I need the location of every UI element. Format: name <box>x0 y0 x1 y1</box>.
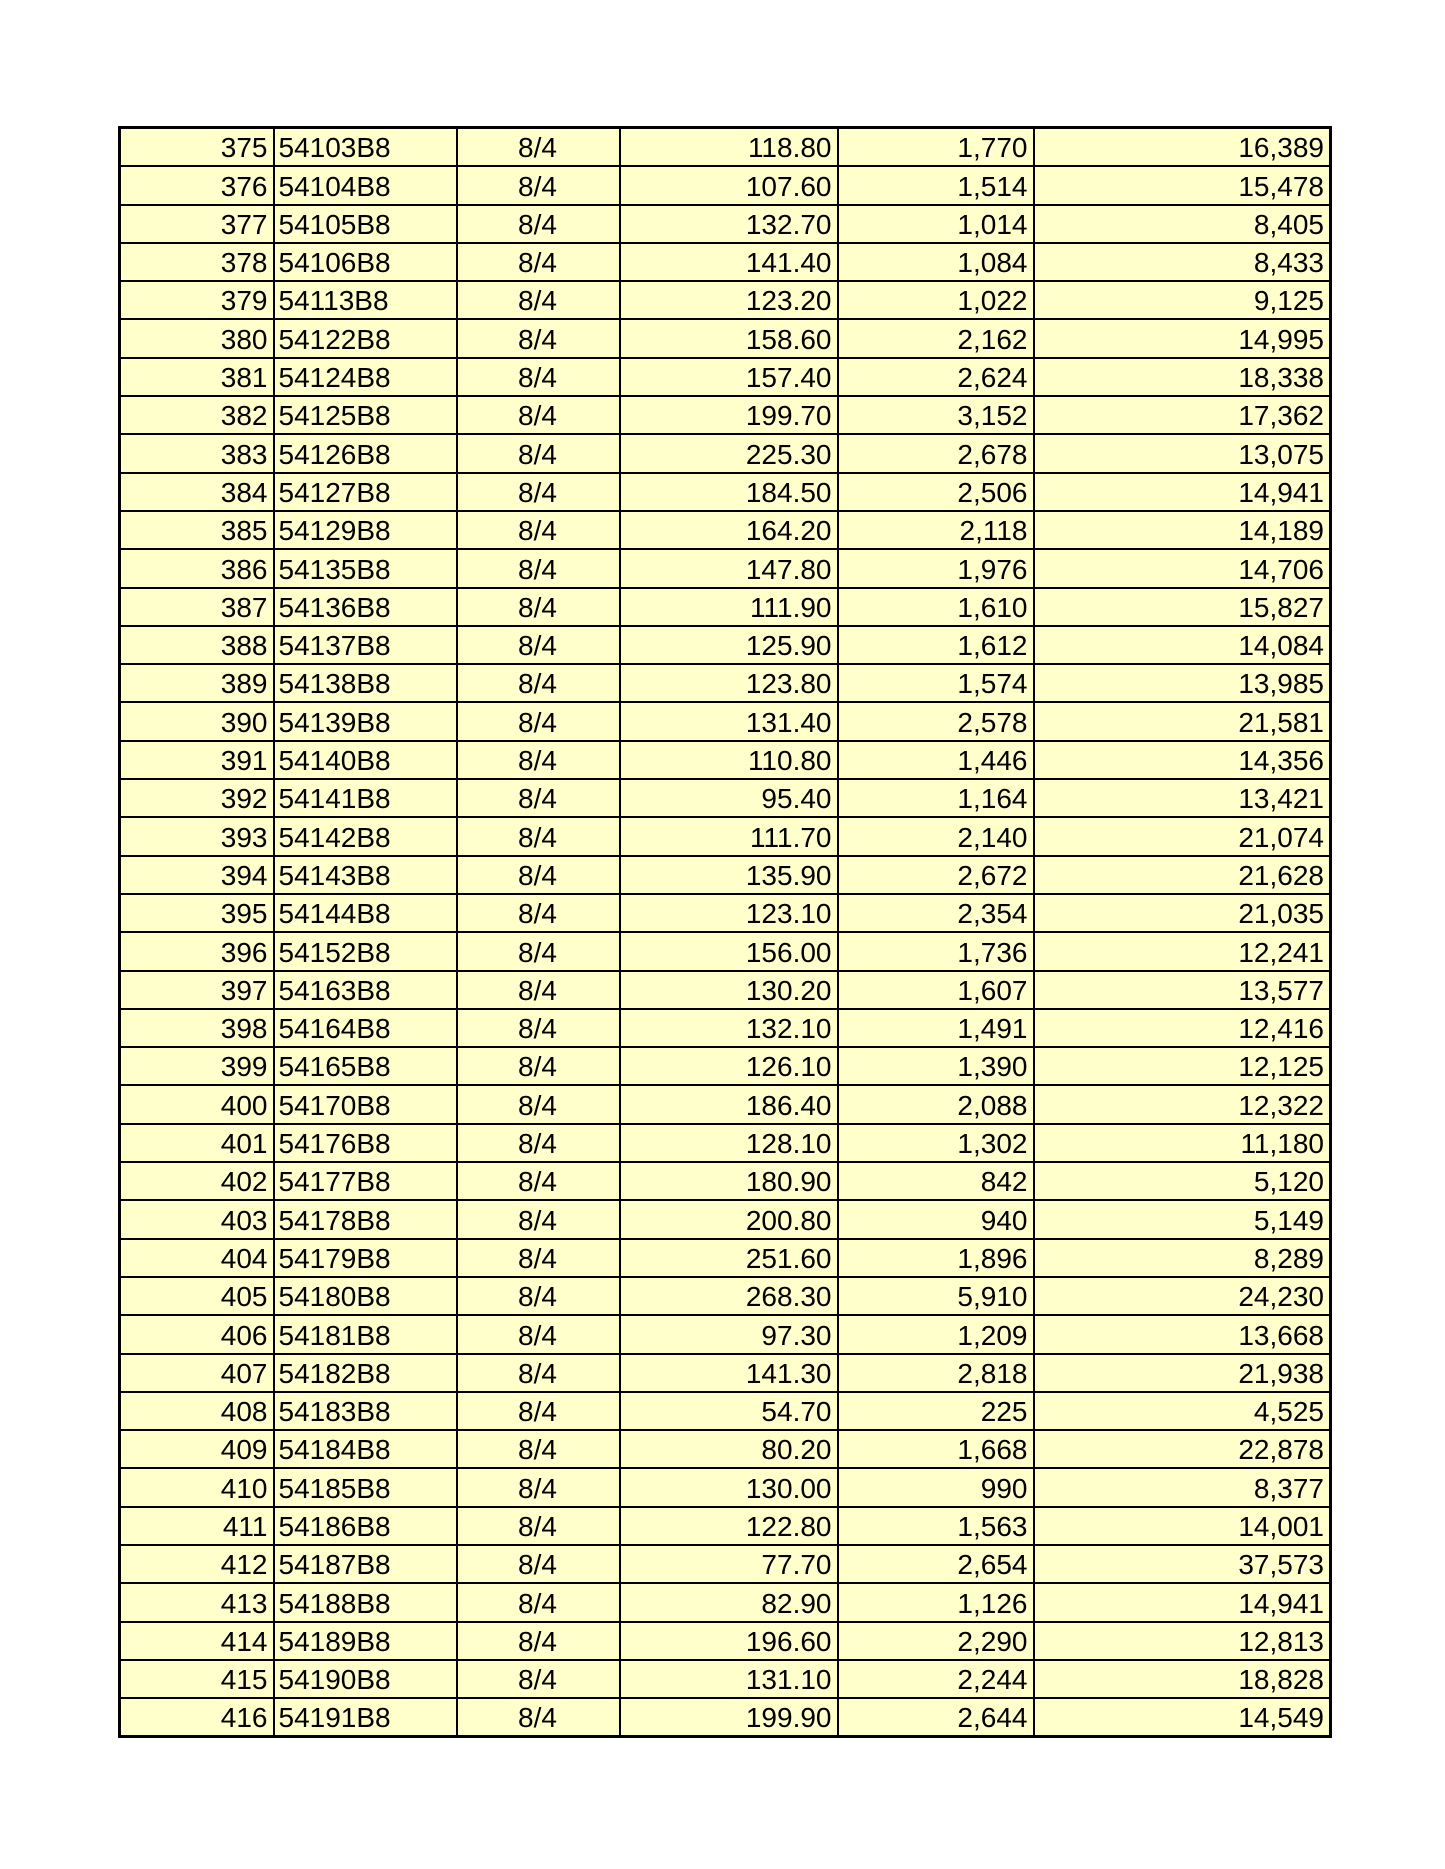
thickness-cell: 8/4 <box>457 1162 620 1200</box>
value-3-cell: 21,938 <box>1034 1354 1331 1392</box>
value-3-cell: 14,941 <box>1034 1583 1331 1621</box>
row-number-cell: 408 <box>120 1392 274 1430</box>
value-2-cell: 842 <box>838 1162 1034 1200</box>
thickness-cell: 8/4 <box>457 664 620 702</box>
value-2-cell: 2,506 <box>838 473 1034 511</box>
table-row <box>120 1622 1331 1660</box>
row-number-cell: 411 <box>120 1507 274 1545</box>
row-number-cell: 376 <box>120 166 274 204</box>
item-code-cell: 54141B8 <box>274 779 457 817</box>
table-row <box>120 1583 1331 1621</box>
item-code-cell: 54129B8 <box>274 511 457 549</box>
value-3-cell: 21,035 <box>1034 894 1331 932</box>
thickness-cell: 8/4 <box>457 358 620 396</box>
row-number-cell: 415 <box>120 1660 274 1698</box>
value-2-cell: 1,164 <box>838 779 1034 817</box>
thickness-cell: 8/4 <box>457 1085 620 1123</box>
value-3-cell: 15,827 <box>1034 588 1331 626</box>
table-row <box>120 856 1331 894</box>
thickness-cell: 8/4 <box>457 1545 620 1583</box>
item-code-cell: 54183B8 <box>274 1392 457 1430</box>
item-code-cell: 54179B8 <box>274 1239 457 1277</box>
table-row <box>120 1124 1331 1162</box>
value-3-cell: 8,377 <box>1034 1468 1331 1506</box>
item-code-cell: 54137B8 <box>274 626 457 664</box>
value-1-cell: 128.10 <box>620 1124 838 1162</box>
value-3-cell: 24,230 <box>1034 1277 1331 1315</box>
thickness-cell: 8/4 <box>457 243 620 281</box>
value-1-cell: 132.10 <box>620 1009 838 1047</box>
item-code-cell: 54105B8 <box>274 205 457 243</box>
value-2-cell: 1,446 <box>838 741 1034 779</box>
row-number-cell: 390 <box>120 702 274 740</box>
thickness-cell: 8/4 <box>457 1392 620 1430</box>
thickness-cell: 8/4 <box>457 1047 620 1085</box>
table-row <box>120 971 1331 1009</box>
value-3-cell: 13,577 <box>1034 971 1331 1009</box>
thickness-cell: 8/4 <box>457 932 620 970</box>
item-code-cell: 54138B8 <box>274 664 457 702</box>
value-1-cell: 199.90 <box>620 1698 838 1737</box>
table-row <box>120 932 1331 970</box>
value-3-cell: 8,289 <box>1034 1239 1331 1277</box>
row-number-cell: 409 <box>120 1430 274 1468</box>
thickness-cell: 8/4 <box>457 473 620 511</box>
value-2-cell: 1,491 <box>838 1009 1034 1047</box>
value-3-cell: 37,573 <box>1034 1545 1331 1583</box>
table-row <box>120 166 1331 204</box>
thickness-cell: 8/4 <box>457 281 620 319</box>
value-3-cell: 12,125 <box>1034 1047 1331 1085</box>
table-row <box>120 1698 1331 1737</box>
value-1-cell: 130.20 <box>620 971 838 1009</box>
table-row <box>120 511 1331 549</box>
item-code-cell: 54127B8 <box>274 473 457 511</box>
value-2-cell: 2,162 <box>838 319 1034 357</box>
table-row <box>120 243 1331 281</box>
value-3-cell: 21,581 <box>1034 702 1331 740</box>
row-number-cell: 410 <box>120 1468 274 1506</box>
value-2-cell: 1,126 <box>838 1583 1034 1621</box>
value-2-cell: 2,678 <box>838 434 1034 472</box>
item-code-cell: 54122B8 <box>274 319 457 357</box>
value-1-cell: 131.10 <box>620 1660 838 1698</box>
value-2-cell: 2,644 <box>838 1698 1034 1737</box>
value-1-cell: 225.30 <box>620 434 838 472</box>
thickness-cell: 8/4 <box>457 1277 620 1315</box>
item-code-cell: 54190B8 <box>274 1660 457 1698</box>
value-3-cell: 11,180 <box>1034 1124 1331 1162</box>
table-row <box>120 626 1331 664</box>
value-3-cell: 12,416 <box>1034 1009 1331 1047</box>
value-2-cell: 1,612 <box>838 626 1034 664</box>
thickness-cell: 8/4 <box>457 779 620 817</box>
item-code-cell: 54186B8 <box>274 1507 457 1545</box>
item-code-cell: 54113B8 <box>274 281 457 319</box>
thickness-cell: 8/4 <box>457 396 620 434</box>
value-3-cell: 8,433 <box>1034 243 1331 281</box>
item-code-cell: 54165B8 <box>274 1047 457 1085</box>
row-number-cell: 403 <box>120 1200 274 1238</box>
value-2-cell: 1,563 <box>838 1507 1034 1545</box>
value-1-cell: 125.90 <box>620 626 838 664</box>
row-number-cell: 391 <box>120 741 274 779</box>
value-1-cell: 157.40 <box>620 358 838 396</box>
item-code-cell: 54181B8 <box>274 1315 457 1353</box>
row-number-cell: 414 <box>120 1622 274 1660</box>
value-2-cell: 1,668 <box>838 1430 1034 1468</box>
row-number-cell: 401 <box>120 1124 274 1162</box>
row-number-cell: 383 <box>120 434 274 472</box>
thickness-cell: 8/4 <box>457 1315 620 1353</box>
value-1-cell: 77.70 <box>620 1545 838 1583</box>
value-3-cell: 18,828 <box>1034 1660 1331 1698</box>
value-2-cell: 225 <box>838 1392 1034 1430</box>
value-1-cell: 107.60 <box>620 166 838 204</box>
item-code-cell: 54106B8 <box>274 243 457 281</box>
thickness-cell: 8/4 <box>457 1507 620 1545</box>
item-code-cell: 54182B8 <box>274 1354 457 1392</box>
value-1-cell: 156.00 <box>620 932 838 970</box>
value-1-cell: 184.50 <box>620 473 838 511</box>
thickness-cell: 8/4 <box>457 1354 620 1392</box>
value-2-cell: 2,654 <box>838 1545 1034 1583</box>
thickness-cell: 8/4 <box>457 205 620 243</box>
row-number-cell: 384 <box>120 473 274 511</box>
thickness-cell: 8/4 <box>457 1430 620 1468</box>
thickness-cell: 8/4 <box>457 1009 620 1047</box>
value-2-cell: 1,736 <box>838 932 1034 970</box>
row-number-cell: 399 <box>120 1047 274 1085</box>
value-3-cell: 13,075 <box>1034 434 1331 472</box>
item-code-cell: 54164B8 <box>274 1009 457 1047</box>
value-3-cell: 14,941 <box>1034 473 1331 511</box>
thickness-cell: 8/4 <box>457 319 620 357</box>
value-1-cell: 111.90 <box>620 588 838 626</box>
row-number-cell: 416 <box>120 1698 274 1737</box>
table-row <box>120 1162 1331 1200</box>
table-row <box>120 1239 1331 1277</box>
table-row <box>120 1392 1331 1430</box>
row-number-cell: 392 <box>120 779 274 817</box>
row-number-cell: 398 <box>120 1009 274 1047</box>
value-3-cell: 12,241 <box>1034 932 1331 970</box>
table-row <box>120 1200 1331 1238</box>
row-number-cell: 394 <box>120 856 274 894</box>
table-row <box>120 1009 1331 1047</box>
thickness-cell: 8/4 <box>457 549 620 587</box>
table-row <box>120 588 1331 626</box>
value-1-cell: 141.40 <box>620 243 838 281</box>
thickness-cell: 8/4 <box>457 856 620 894</box>
thickness-cell: 8/4 <box>457 166 620 204</box>
thickness-cell: 8/4 <box>457 1660 620 1698</box>
thickness-cell: 8/4 <box>457 128 620 167</box>
value-1-cell: 180.90 <box>620 1162 838 1200</box>
value-2-cell: 2,118 <box>838 511 1034 549</box>
value-1-cell: 111.70 <box>620 817 838 855</box>
row-number-cell: 389 <box>120 664 274 702</box>
value-1-cell: 80.20 <box>620 1430 838 1468</box>
table-row <box>120 1085 1331 1123</box>
item-code-cell: 54188B8 <box>274 1583 457 1621</box>
row-number-cell: 377 <box>120 205 274 243</box>
value-2-cell: 1,770 <box>838 128 1034 167</box>
value-3-cell: 14,706 <box>1034 549 1331 587</box>
row-number-cell: 396 <box>120 932 274 970</box>
table-row <box>120 741 1331 779</box>
row-number-cell: 380 <box>120 319 274 357</box>
value-3-cell: 22,878 <box>1034 1430 1331 1468</box>
table-row <box>120 434 1331 472</box>
value-3-cell: 16,389 <box>1034 128 1331 167</box>
row-number-cell: 378 <box>120 243 274 281</box>
value-3-cell: 12,322 <box>1034 1085 1331 1123</box>
value-1-cell: 158.60 <box>620 319 838 357</box>
table-row <box>120 702 1331 740</box>
value-3-cell: 14,001 <box>1034 1507 1331 1545</box>
value-1-cell: 54.70 <box>620 1392 838 1430</box>
item-code-cell: 54136B8 <box>274 588 457 626</box>
table-row <box>120 664 1331 702</box>
value-2-cell: 5,910 <box>838 1277 1034 1315</box>
item-code-cell: 54187B8 <box>274 1545 457 1583</box>
thickness-cell: 8/4 <box>457 702 620 740</box>
value-3-cell: 21,074 <box>1034 817 1331 855</box>
value-2-cell: 1,976 <box>838 549 1034 587</box>
row-number-cell: 400 <box>120 1085 274 1123</box>
item-code-cell: 54189B8 <box>274 1622 457 1660</box>
item-code-cell: 54126B8 <box>274 434 457 472</box>
thickness-cell: 8/4 <box>457 626 620 664</box>
item-code-cell: 54143B8 <box>274 856 457 894</box>
value-2-cell: 2,578 <box>838 702 1034 740</box>
item-code-cell: 54184B8 <box>274 1430 457 1468</box>
table-row <box>120 1660 1331 1698</box>
value-1-cell: 123.80 <box>620 664 838 702</box>
item-code-cell: 54135B8 <box>274 549 457 587</box>
thickness-cell: 8/4 <box>457 894 620 932</box>
row-number-cell: 395 <box>120 894 274 932</box>
table-body <box>120 128 1331 1737</box>
item-code-cell: 54176B8 <box>274 1124 457 1162</box>
value-2-cell: 2,290 <box>838 1622 1034 1660</box>
value-2-cell: 2,140 <box>838 817 1034 855</box>
value-1-cell: 200.80 <box>620 1200 838 1238</box>
item-code-cell: 54125B8 <box>274 396 457 434</box>
item-code-cell: 54163B8 <box>274 971 457 1009</box>
thickness-cell: 8/4 <box>457 1239 620 1277</box>
value-1-cell: 130.00 <box>620 1468 838 1506</box>
value-1-cell: 95.40 <box>620 779 838 817</box>
value-2-cell: 1,209 <box>838 1315 1034 1353</box>
thickness-cell: 8/4 <box>457 1200 620 1238</box>
row-number-cell: 386 <box>120 549 274 587</box>
table-row <box>120 319 1331 357</box>
value-1-cell: 110.80 <box>620 741 838 779</box>
value-2-cell: 1,896 <box>838 1239 1034 1277</box>
row-number-cell: 404 <box>120 1239 274 1277</box>
value-1-cell: 141.30 <box>620 1354 838 1392</box>
item-code-cell: 54104B8 <box>274 166 457 204</box>
value-2-cell: 2,672 <box>838 856 1034 894</box>
value-2-cell: 1,084 <box>838 243 1034 281</box>
value-1-cell: 147.80 <box>620 549 838 587</box>
value-3-cell: 17,362 <box>1034 396 1331 434</box>
table-row <box>120 1354 1331 1392</box>
item-code-cell: 54170B8 <box>274 1085 457 1123</box>
row-number-cell: 406 <box>120 1315 274 1353</box>
table-row <box>120 1468 1331 1506</box>
value-2-cell: 1,607 <box>838 971 1034 1009</box>
value-1-cell: 186.40 <box>620 1085 838 1123</box>
table-row <box>120 779 1331 817</box>
table-row <box>120 549 1331 587</box>
table-row <box>120 205 1331 243</box>
value-1-cell: 135.90 <box>620 856 838 894</box>
value-2-cell: 2,624 <box>838 358 1034 396</box>
item-code-cell: 54144B8 <box>274 894 457 932</box>
row-number-cell: 397 <box>120 971 274 1009</box>
item-code-cell: 54177B8 <box>274 1162 457 1200</box>
value-2-cell: 1,574 <box>838 664 1034 702</box>
table-row <box>120 396 1331 434</box>
item-code-cell: 54103B8 <box>274 128 457 167</box>
row-number-cell: 388 <box>120 626 274 664</box>
item-code-cell: 54191B8 <box>274 1698 457 1737</box>
row-number-cell: 402 <box>120 1162 274 1200</box>
thickness-cell: 8/4 <box>457 511 620 549</box>
table-row <box>120 1315 1331 1353</box>
row-number-cell: 407 <box>120 1354 274 1392</box>
table-row <box>120 1507 1331 1545</box>
value-3-cell: 18,338 <box>1034 358 1331 396</box>
item-code-cell: 54139B8 <box>274 702 457 740</box>
value-1-cell: 123.20 <box>620 281 838 319</box>
value-3-cell: 14,356 <box>1034 741 1331 779</box>
value-3-cell: 14,189 <box>1034 511 1331 549</box>
table-row <box>120 128 1331 167</box>
table-row <box>120 1047 1331 1085</box>
value-3-cell: 9,125 <box>1034 281 1331 319</box>
thickness-cell: 8/4 <box>457 817 620 855</box>
value-3-cell: 8,405 <box>1034 205 1331 243</box>
value-1-cell: 131.40 <box>620 702 838 740</box>
value-1-cell: 199.70 <box>620 396 838 434</box>
row-number-cell: 412 <box>120 1545 274 1583</box>
item-code-cell: 54185B8 <box>274 1468 457 1506</box>
value-1-cell: 118.80 <box>620 128 838 167</box>
value-1-cell: 164.20 <box>620 511 838 549</box>
spreadsheet-page <box>118 126 1329 1738</box>
value-2-cell: 3,152 <box>838 396 1034 434</box>
value-3-cell: 14,995 <box>1034 319 1331 357</box>
row-number-cell: 379 <box>120 281 274 319</box>
value-2-cell: 2,244 <box>838 1660 1034 1698</box>
table-row <box>120 281 1331 319</box>
item-code-cell: 54142B8 <box>274 817 457 855</box>
value-2-cell: 2,818 <box>838 1354 1034 1392</box>
value-3-cell: 21,628 <box>1034 856 1331 894</box>
value-3-cell: 13,421 <box>1034 779 1331 817</box>
thickness-cell: 8/4 <box>457 1583 620 1621</box>
value-2-cell: 940 <box>838 1200 1034 1238</box>
value-1-cell: 122.80 <box>620 1507 838 1545</box>
value-2-cell: 2,088 <box>838 1085 1034 1123</box>
value-3-cell: 13,985 <box>1034 664 1331 702</box>
thickness-cell: 8/4 <box>457 741 620 779</box>
value-2-cell: 1,514 <box>838 166 1034 204</box>
table-row <box>120 894 1331 932</box>
row-number-cell: 385 <box>120 511 274 549</box>
value-3-cell: 4,525 <box>1034 1392 1331 1430</box>
value-3-cell: 14,549 <box>1034 1698 1331 1737</box>
row-number-cell: 381 <box>120 358 274 396</box>
row-number-cell: 393 <box>120 817 274 855</box>
value-2-cell: 1,302 <box>838 1124 1034 1162</box>
value-2-cell: 990 <box>838 1468 1034 1506</box>
table-row <box>120 817 1331 855</box>
thickness-cell: 8/4 <box>457 1622 620 1660</box>
thickness-cell: 8/4 <box>457 1124 620 1162</box>
value-3-cell: 14,084 <box>1034 626 1331 664</box>
value-3-cell: 12,813 <box>1034 1622 1331 1660</box>
table-row <box>120 1545 1331 1583</box>
row-number-cell: 405 <box>120 1277 274 1315</box>
value-2-cell: 1,022 <box>838 281 1034 319</box>
table-row <box>120 1277 1331 1315</box>
item-code-cell: 54124B8 <box>274 358 457 396</box>
data-table <box>118 126 1332 1738</box>
item-code-cell: 54152B8 <box>274 932 457 970</box>
thickness-cell: 8/4 <box>457 1468 620 1506</box>
item-code-cell: 54180B8 <box>274 1277 457 1315</box>
value-1-cell: 268.30 <box>620 1277 838 1315</box>
thickness-cell: 8/4 <box>457 971 620 1009</box>
value-3-cell: 5,149 <box>1034 1200 1331 1238</box>
table-row <box>120 358 1331 396</box>
value-3-cell: 15,478 <box>1034 166 1331 204</box>
value-2-cell: 1,610 <box>838 588 1034 626</box>
value-1-cell: 196.60 <box>620 1622 838 1660</box>
value-1-cell: 126.10 <box>620 1047 838 1085</box>
table-row <box>120 473 1331 511</box>
value-2-cell: 1,390 <box>838 1047 1034 1085</box>
value-3-cell: 5,120 <box>1034 1162 1331 1200</box>
value-1-cell: 123.10 <box>620 894 838 932</box>
item-code-cell: 54178B8 <box>274 1200 457 1238</box>
row-number-cell: 387 <box>120 588 274 626</box>
table-row <box>120 1430 1331 1468</box>
value-1-cell: 97.30 <box>620 1315 838 1353</box>
item-code-cell: 54140B8 <box>274 741 457 779</box>
thickness-cell: 8/4 <box>457 588 620 626</box>
value-1-cell: 82.90 <box>620 1583 838 1621</box>
thickness-cell: 8/4 <box>457 434 620 472</box>
value-2-cell: 2,354 <box>838 894 1034 932</box>
value-1-cell: 132.70 <box>620 205 838 243</box>
row-number-cell: 413 <box>120 1583 274 1621</box>
row-number-cell: 375 <box>120 128 274 167</box>
value-2-cell: 1,014 <box>838 205 1034 243</box>
thickness-cell: 8/4 <box>457 1698 620 1737</box>
value-3-cell: 13,668 <box>1034 1315 1331 1353</box>
row-number-cell: 382 <box>120 396 274 434</box>
value-1-cell: 251.60 <box>620 1239 838 1277</box>
